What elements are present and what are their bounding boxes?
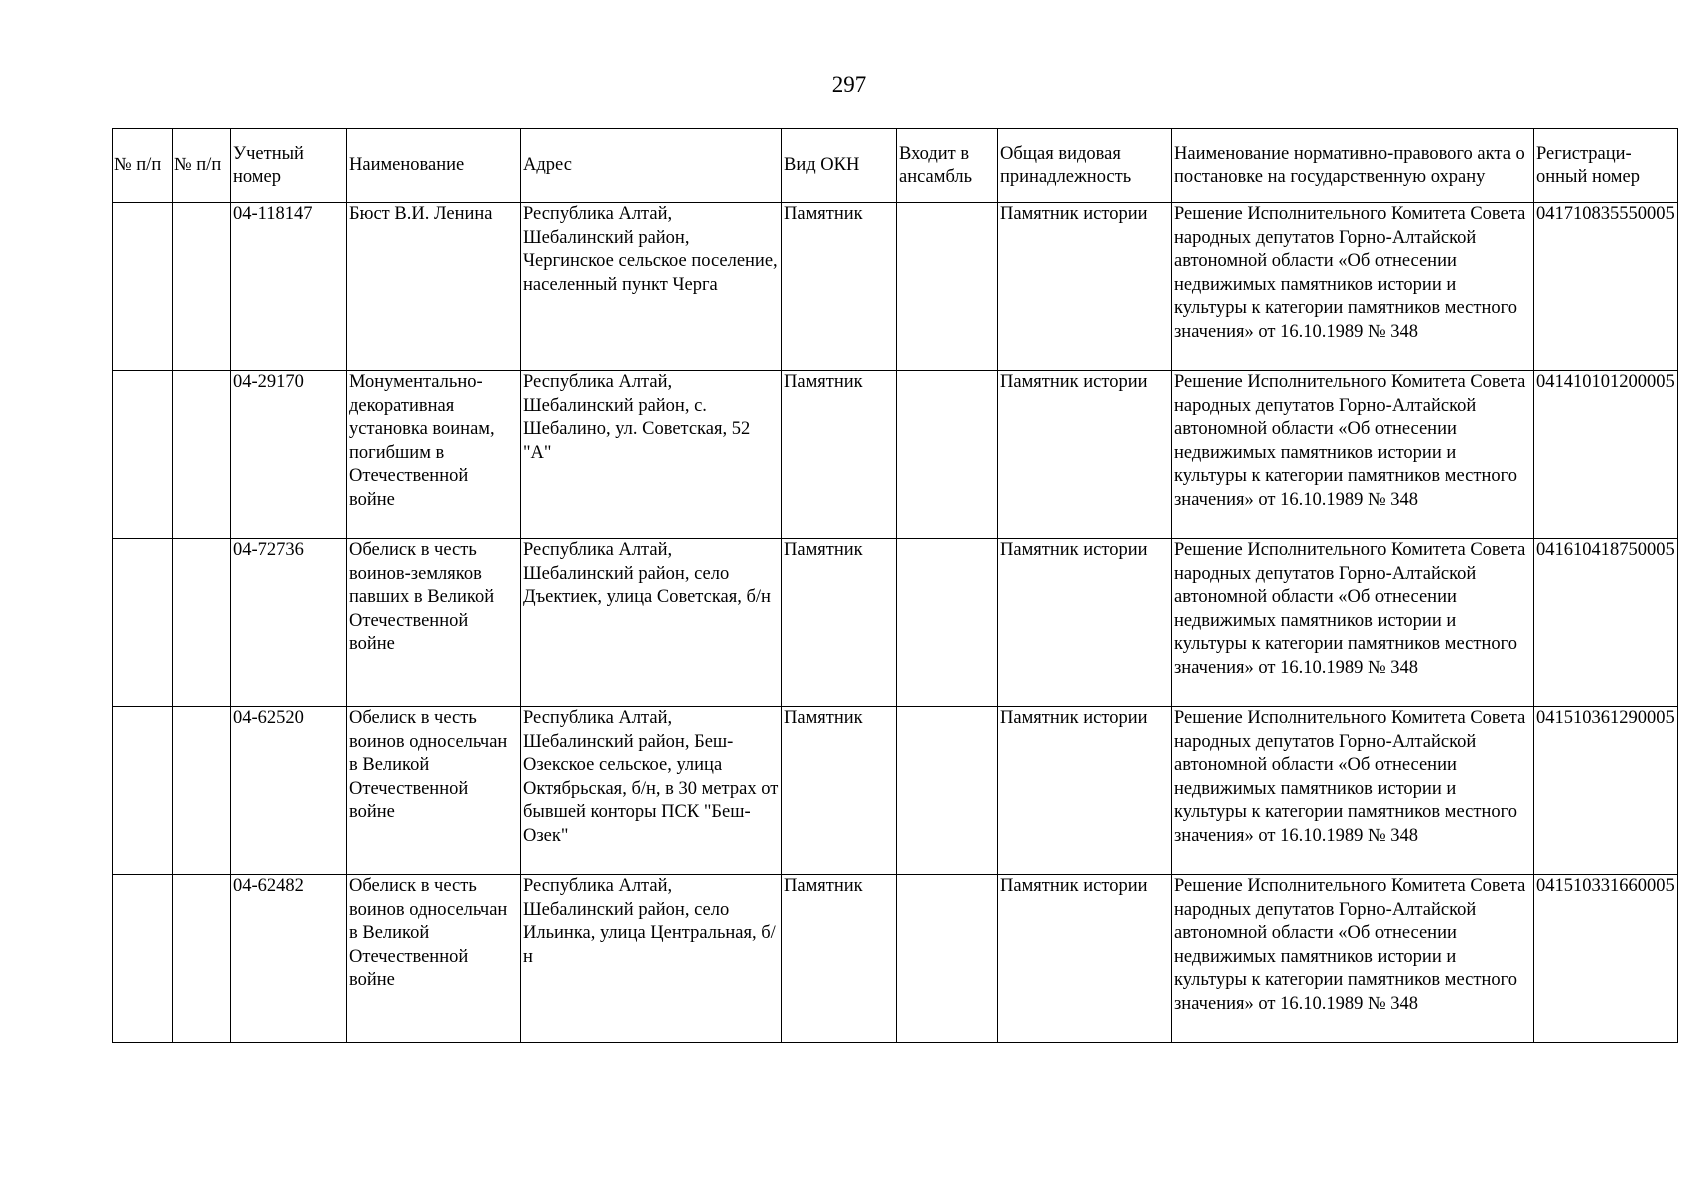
cell-category: Памятник истории — [998, 203, 1172, 371]
cell-num1 — [113, 203, 173, 371]
table-row — [113, 203, 1678, 371]
header-cell-legal-act: Наименование нормативно-правового акта о постановке на государственную охрану — [1172, 129, 1534, 203]
cell-address: Республика Алтай, Шебалинский район, Чергинское сельское поселение, населенный пункт Черга — [521, 203, 782, 371]
cell-address: Республика Алтай, Шебалинский район, село Ильинка, улица Центральная, б/н — [521, 875, 782, 1043]
cell-num1 — [113, 371, 173, 539]
cell-legal-act: Решение Исполнительного Комитета Совета народных депутатов Горно-Алтайской автономной области «Об отнесении недвижимых памятников истории и культуры к категории памятников местного значения» от 16.10.1989 № 348 — [1172, 371, 1534, 539]
cell-reg-number: 041510331660005 — [1534, 875, 1678, 1043]
heritage-registry-table — [112, 128, 1678, 1043]
cell-okn-type: Памятник — [782, 875, 897, 1043]
cell-okn-type: Памятник — [782, 371, 897, 539]
cell-legal-act: Решение Исполнительного Комитета Совета народных депутатов Горно-Алтайской автономной области «Об отнесении недвижимых памятников истории и культуры к категории памятников местного значения» от 16.10.1989 № 348 — [1172, 707, 1534, 875]
cell-num2 — [173, 875, 231, 1043]
cell-num2 — [173, 539, 231, 707]
cell-num2 — [173, 371, 231, 539]
cell-reg-number: 041610418750005 — [1534, 539, 1678, 707]
cell-okn-type: Памятник — [782, 203, 897, 371]
cell-account-number: 04-118147 — [231, 203, 347, 371]
cell-num1 — [113, 539, 173, 707]
table-row — [113, 371, 1678, 539]
cell-legal-act: Решение Исполнительного Комитета Совета народных депутатов Горно-Алтайской автономной области «Об отнесении недвижимых памятников истории и культуры к категории памятников местного значения» от 16.10.1989 № 348 — [1172, 539, 1534, 707]
header-cell-name: Наименование — [347, 129, 521, 203]
header-cell-okn-type: Вид ОКН — [782, 129, 897, 203]
cell-ensemble — [897, 203, 998, 371]
table-row — [113, 875, 1678, 1043]
table-header — [113, 129, 1678, 203]
cell-reg-number: 041510361290005 — [1534, 707, 1678, 875]
cell-legal-act: Решение Исполнительного Комитета Совета народных депутатов Горно-Алтайской автономной области «Об отнесении недвижимых памятников истории и культуры к категории памятников местного значения» от 16.10.1989 № 348 — [1172, 203, 1534, 371]
cell-account-number: 04-62520 — [231, 707, 347, 875]
cell-account-number: 04-72736 — [231, 539, 347, 707]
cell-reg-number: 041710835550005 — [1534, 203, 1678, 371]
cell-num1 — [113, 707, 173, 875]
cell-category: Памятник истории — [998, 707, 1172, 875]
cell-ensemble — [897, 371, 998, 539]
cell-category: Памятник истории — [998, 539, 1172, 707]
cell-name: Обелиск в честь воинов-земляков павших в Великой Отечественной войне — [347, 539, 521, 707]
cell-category: Памятник истории — [998, 371, 1172, 539]
header-cell-ensemble: Входит в ансамбль — [897, 129, 998, 203]
header-cell-reg-number: Регистраци-онный номер — [1534, 129, 1678, 203]
table-row — [113, 707, 1678, 875]
header-cell-account-number: Учетный номер — [231, 129, 347, 203]
cell-legal-act: Решение Исполнительного Комитета Совета народных депутатов Горно-Алтайской автономной области «Об отнесении недвижимых памятников истории и культуры к категории памятников местного значения» от 16.10.1989 № 348 — [1172, 875, 1534, 1043]
cell-ensemble — [897, 875, 998, 1043]
cell-name: Монументально-декоративная установка воинам, погибшим в Отечественной войне — [347, 371, 521, 539]
cell-ensemble — [897, 539, 998, 707]
header-cell-category: Общая видовая принадлежность — [998, 129, 1172, 203]
cell-category: Памятник истории — [998, 875, 1172, 1043]
cell-name: Бюст В.И. Ленина — [347, 203, 521, 371]
table-body — [113, 203, 1678, 1043]
cell-address: Республика Алтай, Шебалинский район, село Дъектиек, улица Советская, б/н — [521, 539, 782, 707]
cell-account-number: 04-62482 — [231, 875, 347, 1043]
cell-num2 — [173, 203, 231, 371]
cell-ensemble — [897, 707, 998, 875]
cell-address: Республика Алтай, Шебалинский район, с. Шебалино, ул. Советская, 52 "А" — [521, 371, 782, 539]
header-row — [113, 129, 1678, 203]
header-cell-num2: № п/п — [173, 129, 231, 203]
cell-okn-type: Памятник — [782, 539, 897, 707]
cell-account-number: 04-29170 — [231, 371, 347, 539]
cell-okn-type: Памятник — [782, 707, 897, 875]
cell-name: Обелиск в честь воинов односельчан в Великой Отечественной войне — [347, 875, 521, 1043]
cell-num1 — [113, 875, 173, 1043]
page-number: 297 — [831, 72, 867, 97]
cell-num2 — [173, 707, 231, 875]
cell-address: Республика Алтай, Шебалинский район, Беш-Озекское сельское, улица Октябрьская, б/н, в 30 метрах от бывшей конторы ПСК "Беш-Озек" — [521, 707, 782, 875]
cell-reg-number: 041410101200005 — [1534, 371, 1678, 539]
header-cell-address: Адрес — [521, 129, 782, 203]
cell-name: Обелиск в честь воинов односельчан в Великой Отечественной войне — [347, 707, 521, 875]
header-cell-num1: № п/п — [113, 129, 173, 203]
table-row — [113, 539, 1678, 707]
